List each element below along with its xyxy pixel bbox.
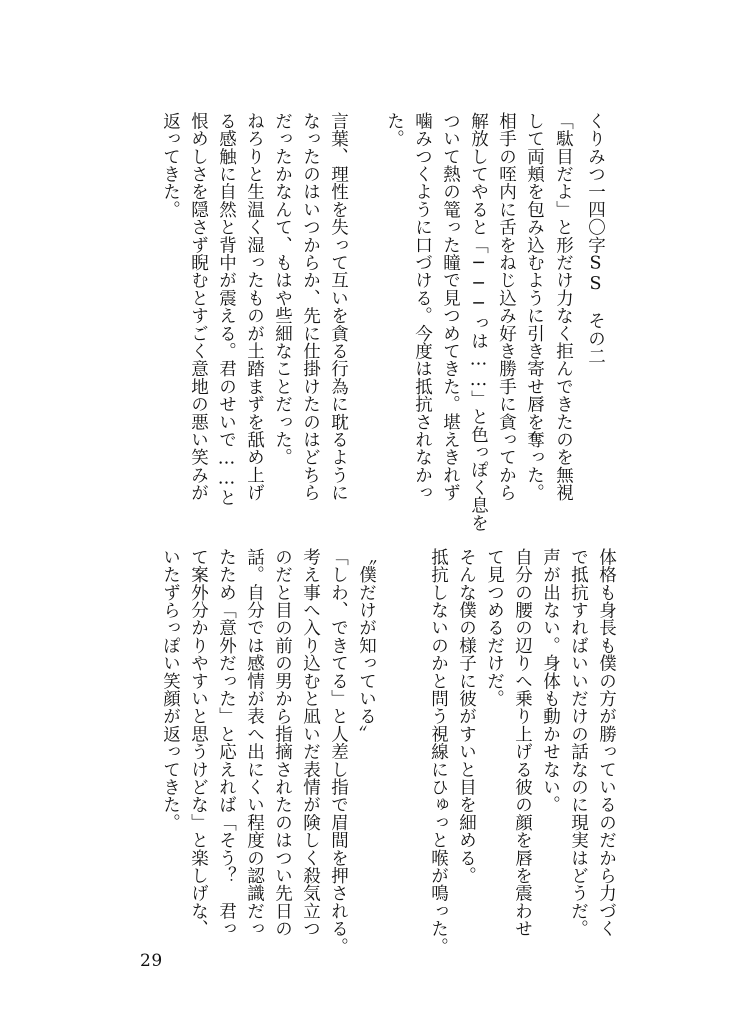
text-column: して両頬を包み込むように引き寄せ唇を奪った。	[524, 112, 545, 502]
text-column: 返ってきた。	[160, 112, 181, 219]
text-column: 言葉、理性を失って互いを貪る行為に耽るように	[328, 112, 349, 502]
text-column: 抵抗しないのかと問う視線にひゅっと喉が鳴った。	[428, 548, 449, 956]
text-column: なったのはいつからか、先に仕掛けたのはどちら	[300, 112, 321, 502]
text-column: 自分の腰の辺りへ乗り上げる彼の顔を唇を震わせ	[512, 548, 533, 938]
text-column: のだと目の前の男から指摘されたのはつい先日の	[272, 548, 293, 938]
text-column: 恨めしさを隠さず睨むとすごく意地の悪い笑みが	[188, 112, 209, 502]
text-column: 体格も身長も僕の方が勝っているのだから力づく	[596, 548, 617, 938]
text-column: 話。自分では感情が表へ出にくい程度の認識だっ	[244, 548, 265, 938]
text-column: だったかなんて、もはや些細なことだった。	[272, 112, 293, 466]
text-column: 「駄目だよ」と形だけ力なく拒んできたのを無視	[553, 112, 574, 502]
text-column: 考え事へ入り込むと凪いだ表情が険しく殺気立つ	[300, 548, 321, 938]
text-column: いたずらっぽい笑顔が返ってきた。	[160, 548, 181, 832]
text-column: 噛みつくように口づける。今度は抵抗されなかっ	[412, 112, 433, 502]
text-column: ついて熱の篭った瞳で見つめてきた。堪えきれず	[440, 112, 461, 502]
section-heading: 〝僕だけが知っている〟	[356, 548, 377, 743]
text-column: て見つめるだけだ。	[484, 548, 505, 708]
text-column: 相手の咥内に舌をねじ込み好き勝手に貪ってから	[496, 112, 517, 502]
text-column: て案外分かりやすいと思うけどな」と楽しげな、	[188, 548, 209, 938]
page-number: 29	[140, 951, 163, 971]
text-column: たため「意外だった」と応えれば「そう？ 君っ	[216, 548, 237, 938]
text-column: 声が出ない。身体も動かせない。	[540, 548, 561, 814]
text-column: そんな僕の様子に彼がすいと目を細める。	[456, 548, 477, 885]
text-column: 解放してやると「───っは……」と色っぽく息を	[468, 112, 489, 532]
text-column: で抵抗すればいいだけの話なのに現実はどうだ。	[568, 548, 589, 938]
text-column: ねろりと生温く湿ったものが土踏まずを舐め上げ	[244, 112, 265, 502]
text-column: た。	[384, 112, 405, 148]
text-column: 「しわ、できてる」と人差し指で眉間を押される。	[328, 548, 349, 956]
text-column: る感触に自然と背中が震える。君のせいで……と	[216, 112, 237, 507]
story-title: くりみつ一四〇字SS その二	[585, 112, 606, 365]
